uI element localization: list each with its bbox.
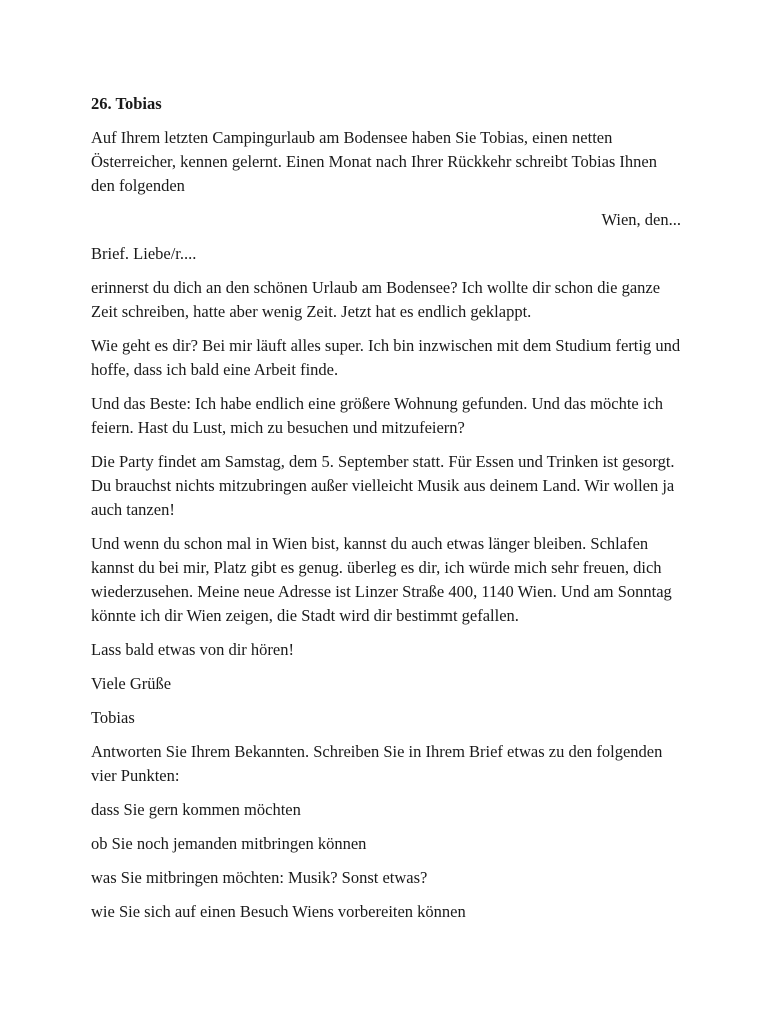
letter-salutation: Brief. Liebe/r....: [91, 244, 197, 263]
task-point-3: was Sie mitbringen möchten: Musik? Sonst etwas?: [91, 868, 428, 887]
letter-paragraph-6: Lass bald etwas von dir hören!: [91, 640, 294, 659]
letter-paragraph-5: Und wenn du schon mal in Wien bist, kannst du auch etwas länger bleiben. Schlafen kannst du bei mir, Platz gibt es genug. überleg es dir, ich würde mich sehr freuen, dich wiederzusehen. Meine neue Adresse ist Linzer Straße 400, 1140 Wien. Und am Sonntag könnte ich dir Wien zeigen, die Stadt wird dir bestimmt gefallen.: [91, 534, 672, 625]
document-page: [91, 92, 681, 934]
task-point-1: dass Sie gern kommen möchten: [91, 800, 301, 819]
task-point-2: ob Sie noch jemanden mitbringen können: [91, 834, 367, 853]
document-title: 26. Tobias: [91, 94, 162, 113]
letter-paragraph-1: erinnerst du dich an den schönen Urlaub am Bodensee? Ich wollte dir schon die ganze Zeit schreiben, hatte aber wenig Zeit. Jetzt hat es endlich geklappt.: [91, 278, 661, 321]
intro-paragraph: Auf Ihrem letzten Campingurlaub am Bodensee haben Sie Tobias, einen netten Österreicher, kennen gelernt. Einen Monat nach Ihrer Rückkehr schreibt Tobias Ihnen den folgenden: [91, 128, 658, 195]
letter-signature: Tobias: [91, 708, 135, 727]
letter-paragraph-2: Wie geht es dir? Bei mir läuft alles super. Ich bin inzwischen mit dem Studium fertig und hoffe, dass ich bald eine Arbeit finde.: [91, 336, 681, 379]
letter-closing: Viele Grüße: [91, 674, 172, 693]
letter-paragraph-3: Und das Beste: Ich habe endlich eine größere Wohnung gefunden. Und das möchte ich feiern. Hast du Lust, mich zu besuchen und mitzufeiern?: [91, 394, 664, 437]
place-date-line: Wien, den...: [601, 210, 681, 229]
task-instruction: Antworten Sie Ihrem Bekannten. Schreiben Sie in Ihrem Brief etwas zu den folgenden vier Punkten:: [91, 742, 663, 785]
letter-paragraph-4: Die Party findet am Samstag, dem 5. September statt. Für Essen und Trinken ist gesorgt. Du brauchst nichts mitzubringen außer vielleicht Musik aus deinem Land. Wir wollen ja auch tanzen!: [91, 452, 675, 519]
task-point-4: wie Sie sich auf einen Besuch Wiens vorbereiten können: [91, 902, 466, 921]
